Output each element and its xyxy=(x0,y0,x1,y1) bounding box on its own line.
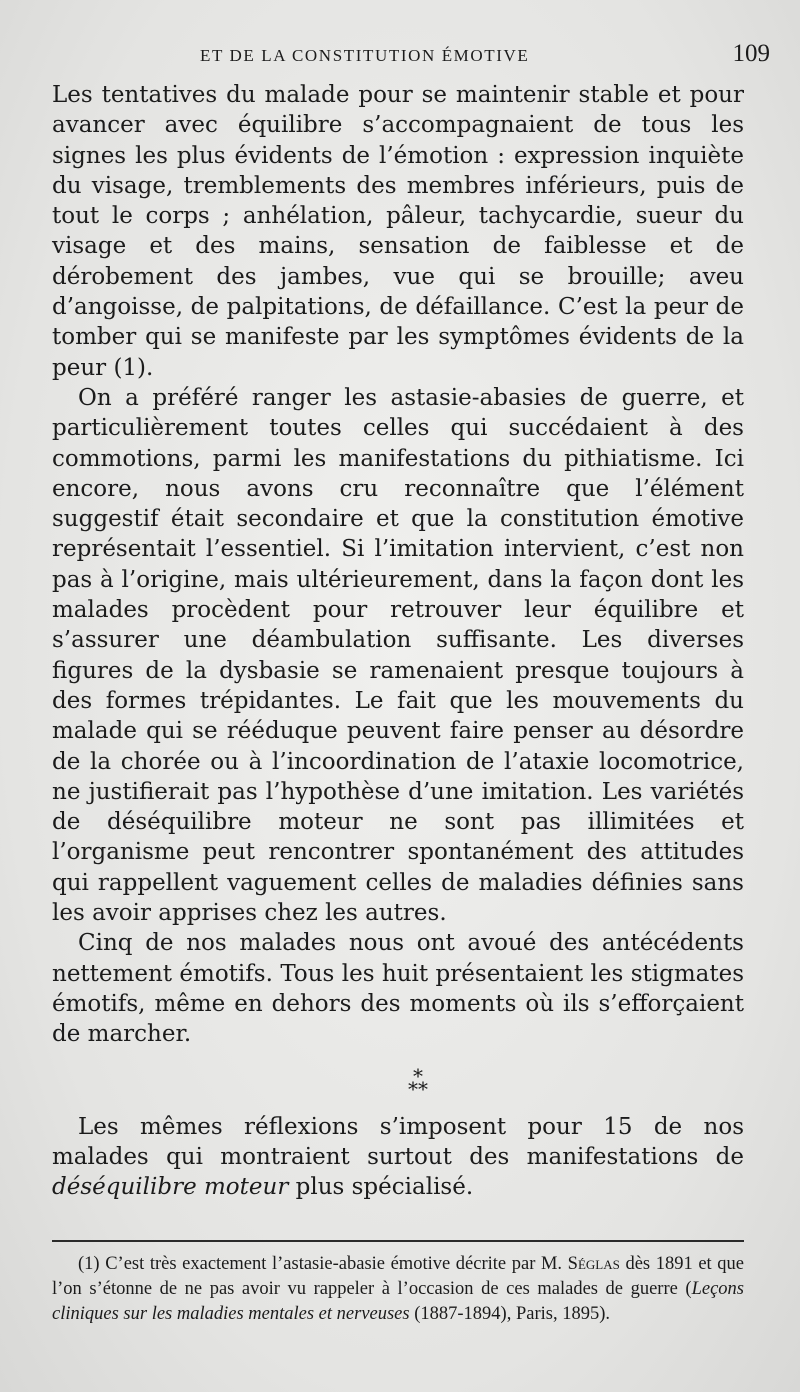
asterism-separator xyxy=(52,1063,744,1101)
footnote-text-2: dès 1891 et que l’on s’étonne de ne pas avoir vu rappeler à l’occasion de ces malades de guerre ( xyxy=(52,1254,744,1299)
body-text xyxy=(52,80,744,1202)
paragraph-3: Cinq de nos malades nous ont avoué des antécédents nettement émotifs. Tous les huit présentaient les stigmates émotifs, même en dehors des moments où ils s’efforçaient de marcher. xyxy=(52,930,744,1048)
paragraph-4 xyxy=(52,1112,744,1203)
footnote-rule xyxy=(52,1240,744,1242)
footnote-work-title: Leçons cliniques sur les maladies mentales et nerveuses xyxy=(52,1279,744,1324)
paragraph-4-start: Les mêmes réflexions s’imposent pour 15 de nos malades qui montraient surtout des manifestations de xyxy=(52,1113,744,1170)
asterism-glyphs: * ** xyxy=(408,1063,428,1101)
running-head xyxy=(52,40,770,76)
footnote-marker: (1) xyxy=(78,1254,100,1274)
footnote-author: Séglas xyxy=(567,1254,620,1274)
page-number: 109 xyxy=(732,40,770,67)
footnote-text-3: (1887-1894), Paris, 1895). xyxy=(414,1304,611,1324)
footnote xyxy=(52,1252,744,1327)
paragraph-1: Les tentatives du malade pour se maintenir stable et pour avancer avec équilibre s’accompagnaient de tous les signes les plus évidents de l’émotion : expression inquiète du visage, tremblements des membres inférieurs, puis de tout le corps ; anhélation, pâleur, tachycardie, sueur du visage et des mains, sensation de faiblesse et de dérobement des jambes, vue qui se brouille; aveu d’angoisse, de palpitations, de défaillance. C’est la peur de tomber qui se manifeste par les symptômes évidents de la peur (1). xyxy=(52,82,744,381)
paragraph-4-emphasis: déséquilibre moteur xyxy=(52,1174,289,1201)
footnote-text-1: C’est très exactement l’astasie-abasie émotive décrite par M. xyxy=(105,1254,563,1274)
paragraph-2: On a préféré ranger les astasie-abasies de guerre, et particulièrement toutes celles qui succédaient à des commotions, parmi les manifestations du pithiatisme. Ici encore, nous avons cru reconnaître que l’élément suggestif était secondaire et que la constitution émotive représentait l’essentiel. Si l’imitation intervient, c’est non pas à l’origine, mais ultérieurement, dans la façon dont les malades procèdent pour retrouver leur équilibre et s’assurer une déambulation suffisante. Les diverses figures de la dysbasie se ramenaient presque toujours à des formes trépidantes. Le fait que les mouvements du malade qui se rééduque peuvent faire penser au désordre de la chorée ou à l’incoordination de l’ataxie locomotrice, ne justifierait pas l’hypothèse d’une imitation. Les variétés de déséquilibre moteur ne sont pas illimitées et l’organisme peut rencontrer spontanément des attitudes qui rappellent vaguement celles de maladies définies sans les avoir apprises chez les autres. xyxy=(52,384,744,927)
paragraph-4-end: plus spécialisé. xyxy=(295,1174,474,1201)
running-title: ET DE LA CONSTITUTION ÉMOTIVE xyxy=(200,46,530,65)
